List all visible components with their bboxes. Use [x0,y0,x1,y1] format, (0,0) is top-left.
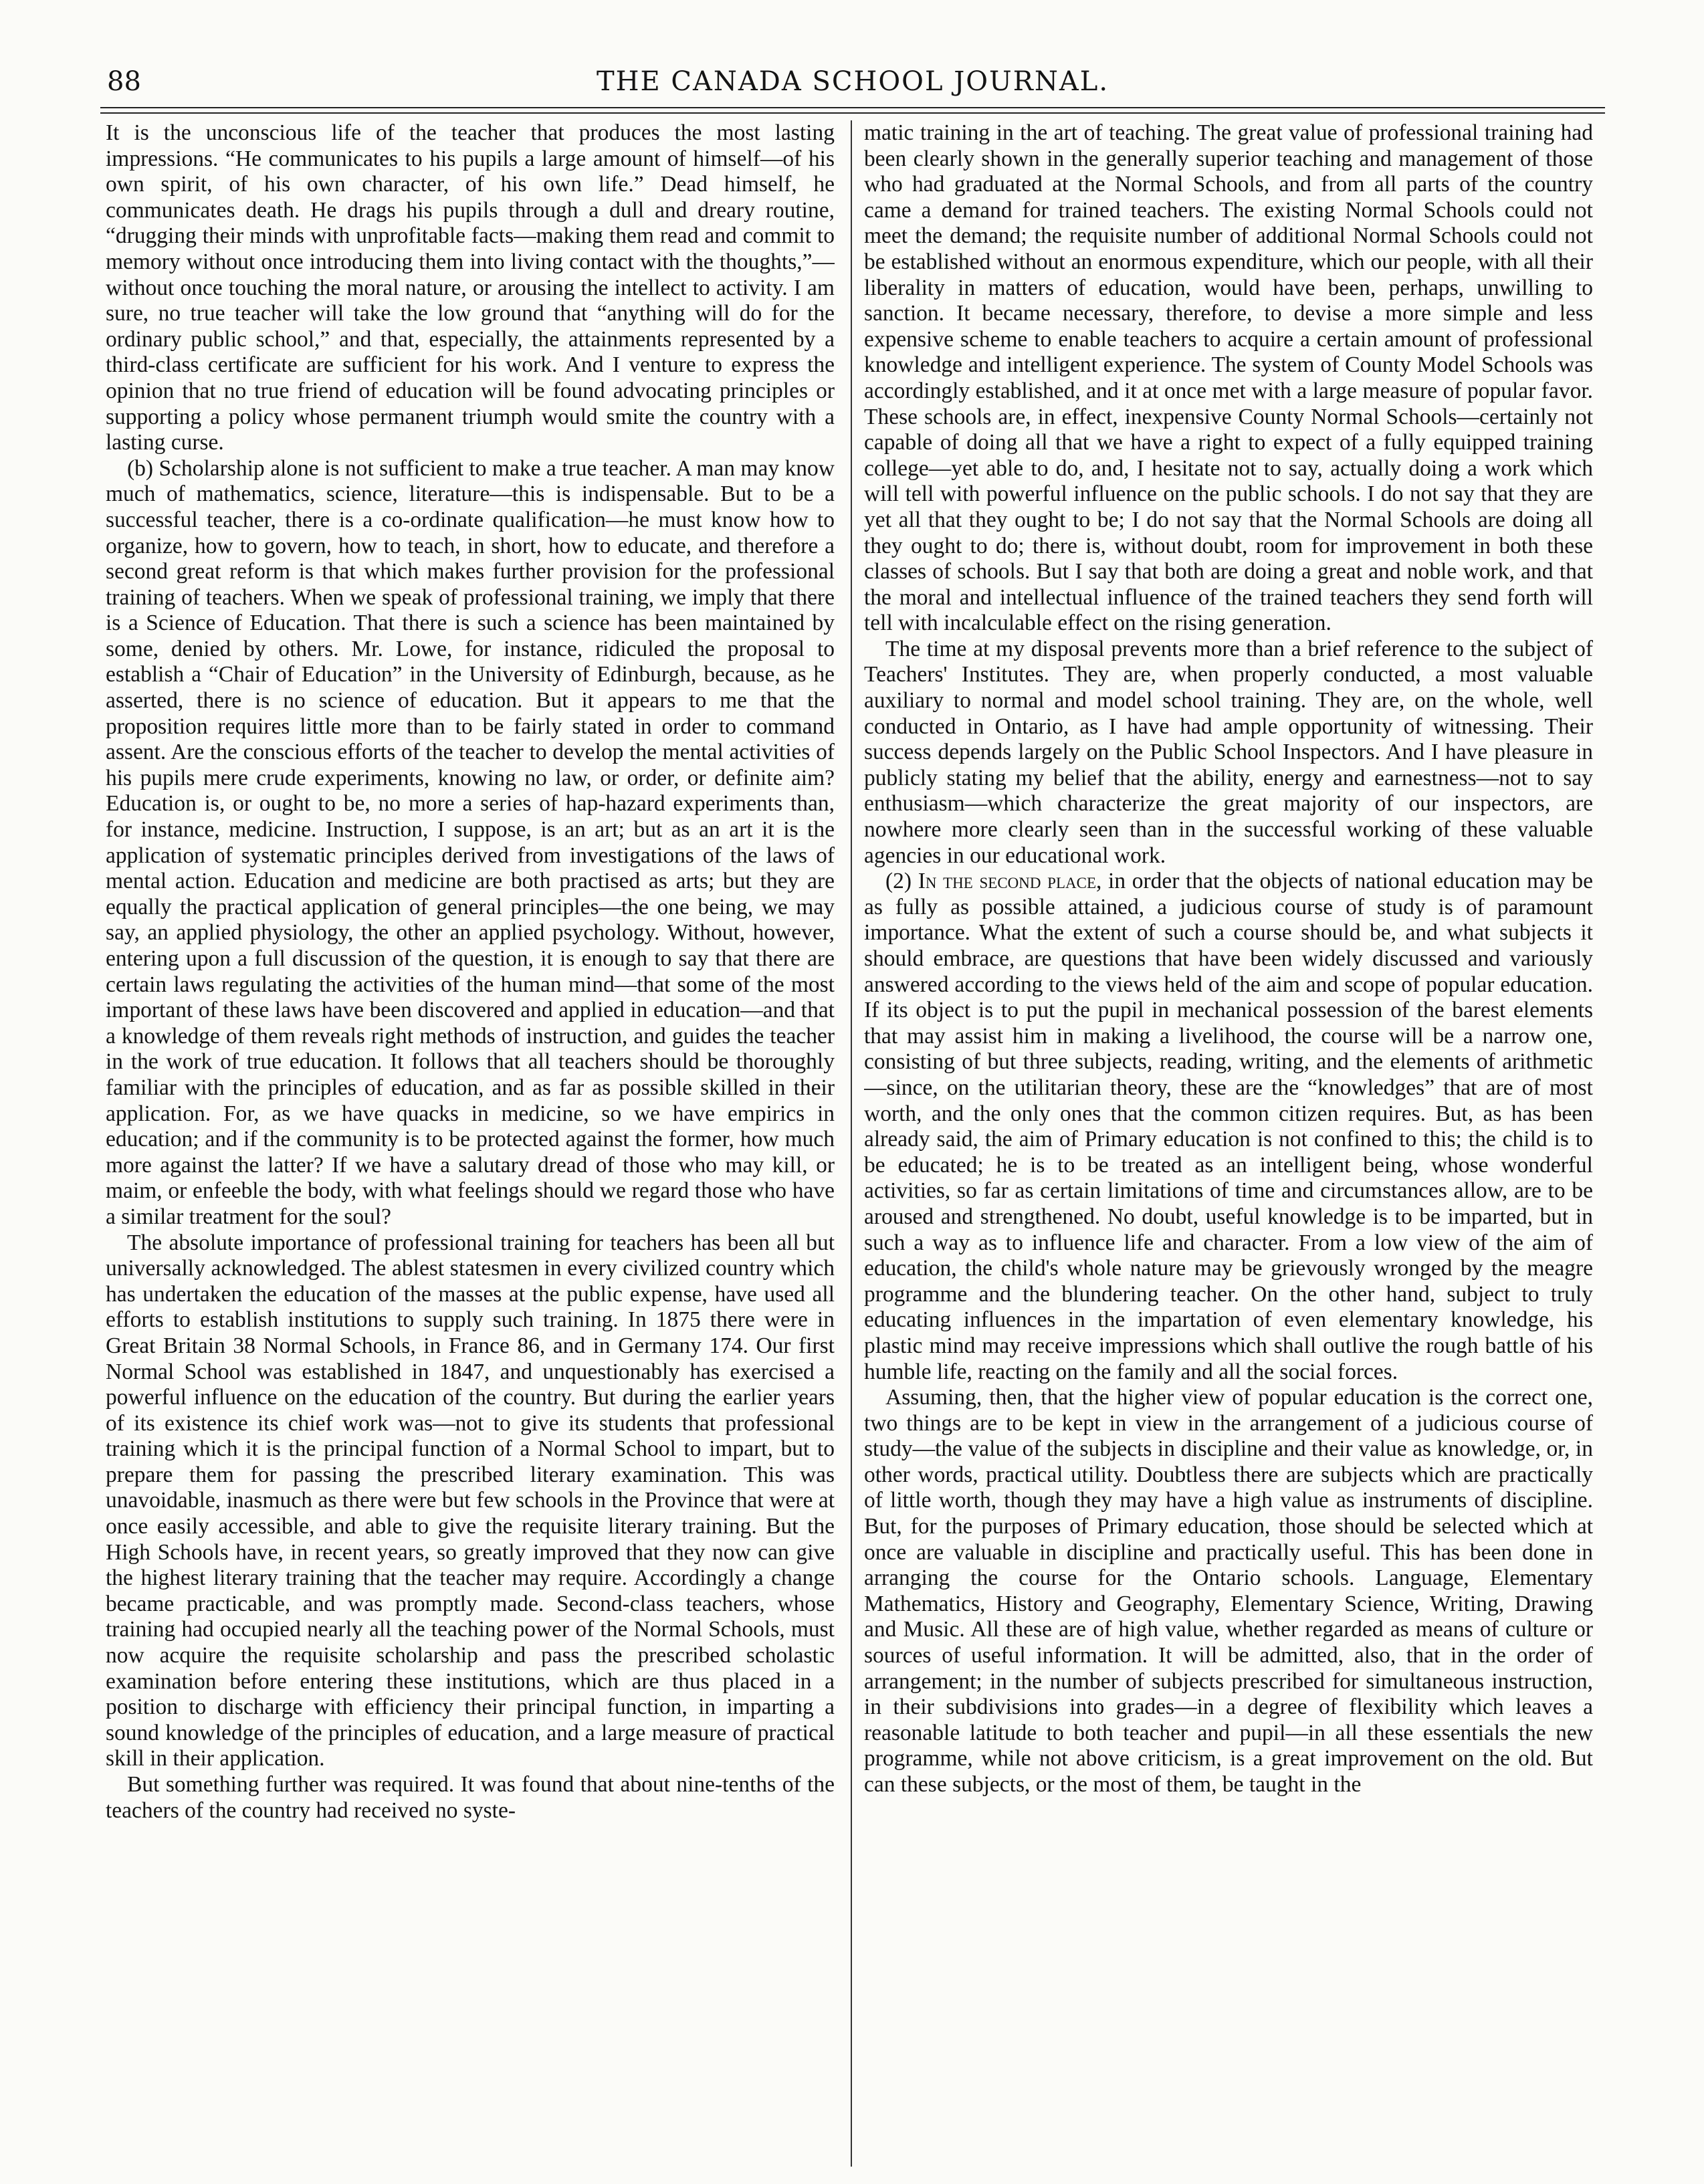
left-paragraph-4: But something further was required. It was found that about nine-tenths of the teachers of the country had received no syste- [106,1772,835,1823]
journal-title: THE CANADA SCHOOL JOURNAL. [596,66,1109,97]
header-rule [100,107,1605,114]
column-divider [851,120,852,2167]
right-column [864,120,1593,2167]
page-number: 88 [107,66,141,97]
right-paragraph-3 [864,869,1593,1385]
left-paragraph-3: The absolute importance of professional training for teachers has been all but universally acknowledged. The ablest statesmen in every civilized country which has undertaken the education of the masses at the public expense, have used all efforts to establish institutions to supply such training. In 1875 there were in Great Britain 38 Normal Schools, in France 86, and in Germany 174. Our first Normal School was established in 1847, and unquestionably has exercised a powerful influence on the education of the country. But during the earlier years of its existence its chief work was—not to give its students that professional training which it is the principal function of a Normal School to impart, but to prepare them for passing the prescribed literary examination. This was unavoidable, inasmuch as there were but few schools in the Province that were at once easily accessible, and able to give the requisite literary training. But the High Schools have, in recent years, so greatly improved that they now can give the highest literary training that the teacher may require. Accordingly a change became practicable, and was promptly made. Second-class teachers, whose training had occupied nearly all the teaching power of the Normal Schools, must now acquire the requisite scholarship and pass the prescribed scholastic examination before entering these institutions, which are thus placed in a position to discharge with efficiency their principal function, in imparting a sound knowledge of the principles of education, and a large measure of practical skill in their application. [106,1230,835,1771]
page-header [100,62,1605,102]
right-paragraph-1: matic training in the art of teaching. The great value of professional training had been clearly shown in the generally superior teaching and management of those who had graduated at the Normal Schools, and from all parts of the country came a demand for trained teachers. The existing Normal Schools could not meet the demand; the requisite number of additional Normal Schools could not be established without an enormous expenditure, which our people, with all their liberality in matters of education, would have been, perhaps, unwilling to sanction. It became necessary, therefore, to devise a more simple and less expensive scheme to enable teachers to acquire a certain amount of professional knowledge and intelligent experience. The system of County Model Schools was accordingly established, and it at once met with a large measure of popular favor. These schools are, in effect, inexpensive County Normal Schools—certainly not capable of doing all that we have a right to expect of a fully equipped training college—yet able to do, and, I hesitate not to say, actually doing a work which will tell with powerful influence on the public schools. I do not say that they are yet all that they ought to be; I do not say that the Normal Schools are doing all they ought to do; there is, without doubt, room for improvement in both these classes of schools. But I say that both are doing a great and noble work, and that the moral and intellectual influence of the trained teachers they send forth will tell with incalculable effect on the rising generation. [864,120,1593,636]
section-lead: (2) In the second place, [885,869,1102,894]
right-paragraph-2: The time at my disposal prevents more than a brief reference to the subject of Teachers' Institutes. They are, when properly conducted, a most valuable auxiliary to normal and model school training. They are, on the whole, well conducted in Ontario, as I have had ample opportunity of witnessing. Their success depends largely on the Public School Inspectors. And I have pleasure in publicly stating my belief that the ability, energy and earnestness—not to say enthusiasm—which characterize the great majority of our inspectors, are nowhere more clearly seen than in the successful working of these valuable agencies in our educational work. [864,636,1593,868]
right-paragraph-4: Assuming, then, that the higher view of popular education is the correct one, two things are to be kept in view in the arrangement of a judicious course of study—the value of the subjects in discipline and their value as knowledge, or, in other words, practical utility. Doubtless there are subjects which are practically of little worth, though they may have a high value as instruments of discipline. But, for the purposes of Primary education, those should be selected which at once are valuable in discipline and practically useful. This has been done in arranging the course for the Ontario schools. Language, Elementary Mathematics, History and Geography, Elementary Science, Writing, Drawing and Music. All these are of high value, whether regarded as means of culture or sources of useful information. It will be admitted, also, that in the order of arrangement; in the number of subjects prescribed for simultaneous instruction, in their subdivisions into grades—in a degree of flexibility which leaves a reasonable latitude to both teacher and pupil—in all these essentials the new programme, while not above criticism, is a great improvement on the old. But can these subjects, or the most of them, be taught in the [864,1385,1593,1797]
left-paragraph-1: It is the unconscious life of the teacher that produces the most lasting impressions. “He communicates to his pupils a large amount of himself—of his own spirit, of his own character, of his own life.” Dead himself, he communicates death. He drags his pupils through a dull and dreary routine, “drugging their minds with unprofitable facts—making them read and commit to memory without once introducing them into living contact with the thoughts,”—without once touching the moral nature, or arousing the intellect to activity. I am sure, no true teacher will take the low ground that “anything will do for the ordinary public school,” and that, especially, the attainments represented by a third-class certificate are sufficient for his work. And I venture to express the opinion that no true friend of education will be found advocating principles or supporting a policy whose permanent triumph would smite the country with a lasting curse. [106,120,835,455]
left-column [106,120,835,2167]
right-paragraph-3-text: in order that the objects of national education may be as fully as possible attained, a judicious course of study is of paramount importance. What the extent of such a course should be, and what subjects it should embrace, are questions that have been widely discussed and variously answered according to the views held of the aim and scope of popular education. If its object is to put the pupil in mechanical possession of the barest elements that may assist him in making a livelihood, the course will be a narrow one, consisting of but three subjects, reading, writing, and the elements of arithmetic—since, on the utilitarian theory, these are the “knowledges” that are of most worth, and the only ones that the common citizen requires. But, as has been already said, the aim of Primary education is not confined to this; the child is to be educated; he is to be treated as an intelligent being, whose wonderful activities, so far as certain limitations of time and circumstances allow, are to be aroused and strengthened. No doubt, useful knowledge is to be imparted, but in such a way as to influence life and character. From a low view of the aim of education, the child's whole nature may be grievously wronged by the meagre programme and the blundering teacher. On the other hand, subject to truly educating influences in the impartation of even elementary knowledge, his plastic mind may receive impressions which shall outlive the rough battle of his humble life, reacting on the family and all the social forces. [864,869,1593,1384]
left-paragraph-2: (b) Scholarship alone is not sufficient to make a true teacher. A man may know much of mathematics, science, literature—this is indispensable. But to be a successful teacher, there is a co-ordinate qualification—he must know how to organize, how to govern, how to teach, in short, how to educate, and therefore a second great reform is that which makes further provision for the professional training of teachers. When we speak of professional training, we imply that there is a Science of Education. That there is such a science has been maintained by some, denied by others. Mr. Lowe, for instance, ridiculed the proposal to establish a “Chair of Education” in the University of Edinburgh, because, as he asserted, there is no science of education. But it appears to me that the proposition requires little more than to be fairly stated in order to command assent. Are the conscious efforts of the teacher to develop the mental activities of his pupils mere crude experiments, knowing no law, or order, or definite aim? Education is, or ought to be, no more a series of hap-hazard experiments than, for instance, medicine. Instruction, I suppose, is an art; but as an art it is the application of systematic principles derived from investigations of the laws of mental action. Education and medicine are both practised as arts; but they are equally the practical application of general principles—the one being, we may say, an applied physiology, the other an applied psychology. Without, however, entering upon a full discussion of the question, it is enough to say that there are certain laws regulating the activities of the human mind—that some of the most important of these laws have been discovered and applied in education—and that a knowledge of them reveals right methods of instruction, and guides the teacher in the work of true education. It follows that all teachers should be thoroughly familiar with the principles of education, and as far as possible skilled in their application. For, as we have quacks in medicine, so we have empirics in education; and if the community is to be protected against the former, how much more against the latter? If we have a salutary dread of those who may kill, or maim, or enfeeble the body, with what feelings should we regard those who have a similar treatment for the soul? [106,455,835,1229]
